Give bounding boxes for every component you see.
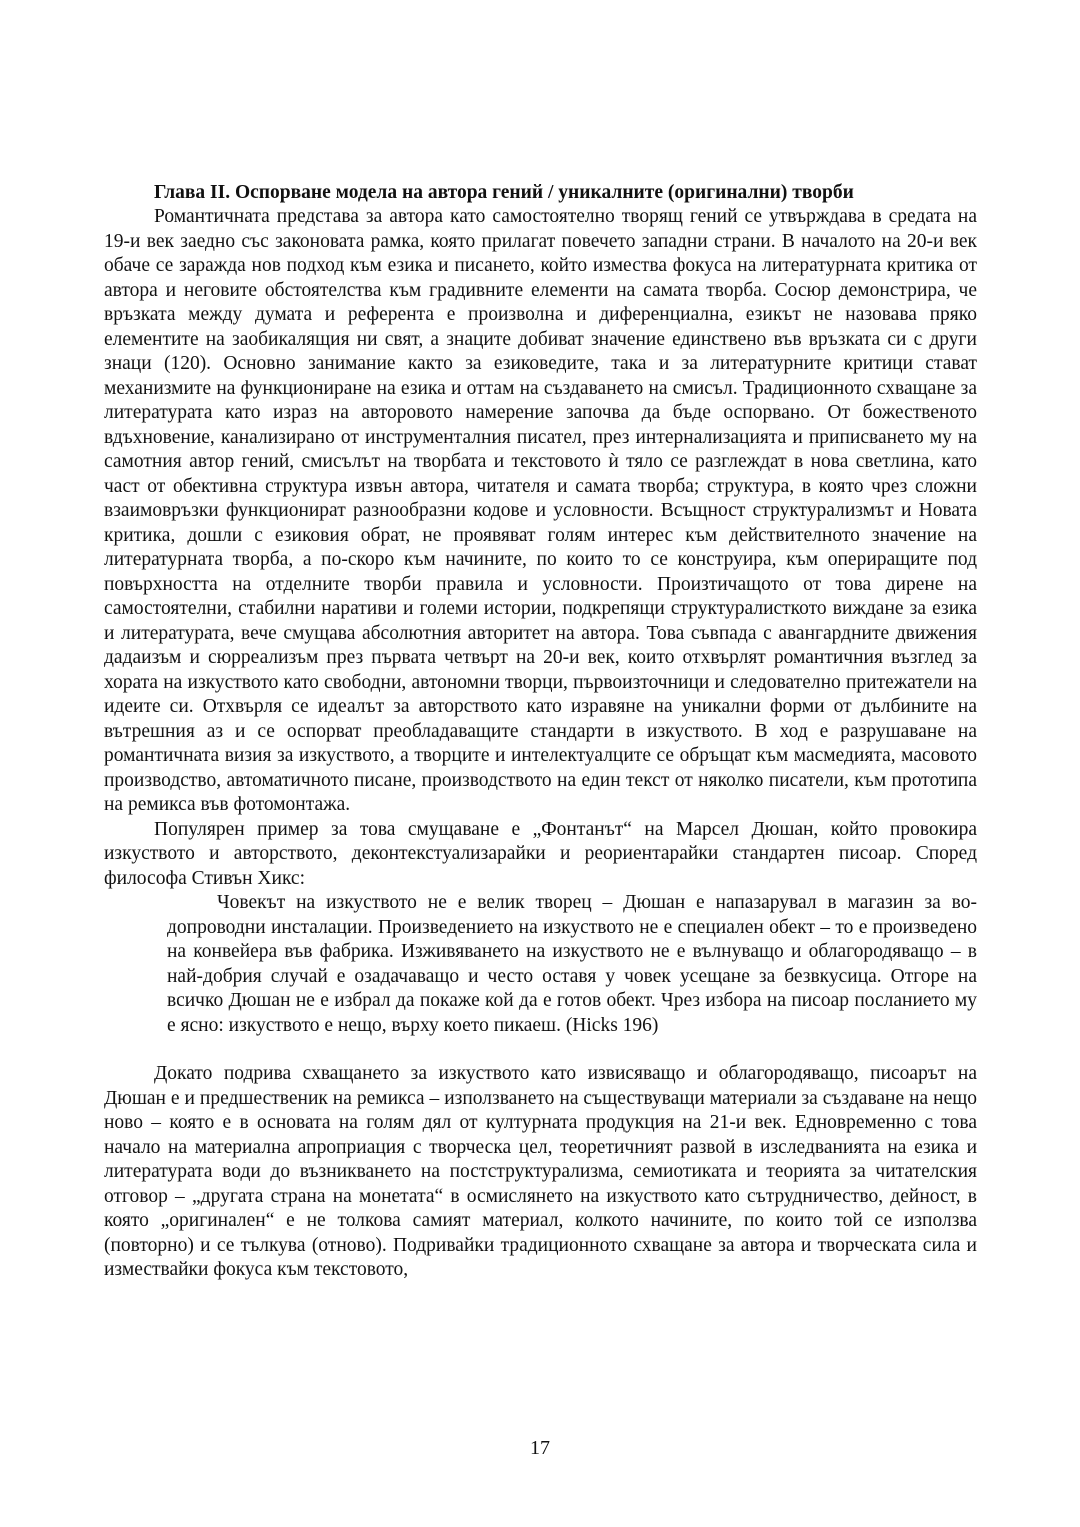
body-paragraph-2: Популярен пример за това смущаване е „Фонтанът“ на Марсел Дюшан, който провокира изкуството и авторството, деконтекстуализарайки и реориентарайки стандартен писоар. Според философа Стивън Хикс: (104, 818, 977, 889)
chapter-heading: Глава II. Оспорване модела на автора гений / уникалните (оригинални) творби (154, 182, 854, 203)
body-paragraph-3: Докато подрива схващането за изкуството като извисяващо и облагородяващо, писоарът на Дюшан е и предшественик на ремикса – използването на съществуващи материали за създаване на нещо ново – която е в основата на голям дял от културната продукция на 21-и век. Едновременно с това начало на материална апроприация с творческа цел, теоретичният развой в изследванията на езика и литературата води до възникването на постструктурализма, семиотиката и теорията за читателския отговор – „другата страна на монетата“ в осмислянето на изкуството като сътрудничество, дейност, в която „оригинален“ е не толкова самият материал, колкото начините, по които той се използва (повторно) и се тълкува (отново). Подривайки традиционното схващане за автора и творческата сила и измествайки фокуса към текстовото, (104, 1063, 977, 1280)
page-number: 17 (530, 1437, 550, 1459)
body-paragraph-1: Романтичната представа за автора като самостоятелно творящ гений се утвърждава в средата на 19-и век заедно със законовата рамка, която прилагат повечето западни страни. В началото на 20-и век обаче се заражда нов подход към езика и писането, който измества фокуса на литературната критика от автора и неговите обстоятелства към градивните елементи на самата творба. Сосюр демонстрира, че връзката между думата и референта е произволна и диференциална, езикът не назовава пряко елементите на заобикалящия ни свят, а знаците добиват значение единствено във връзката си с други знаци (120). Основно занимание както за езиковедите, така и за литературните критици стават механизмите на функциониране на езика и оттам на създаването на смисъл. Традиционното схващане за литературата като израз на авторовото намерение започва да бъде оспорвано. От божественото вдъхновение, канализирано от инструменталния писател, през интернализацията и приписването му на самотния автор гений, смисълът на творбата и текстовото ѝ тяло се разглеждат в нова светлина, като част от обективна структура извън автора, читателя и самата творба; структура, в която чрез сложни взаимовръзки функционират разнообразни кодове и условности. Всъщност структурализмът и Новата критика, дошли с езиковия обрат, не проявяват голям интерес към действителното значение на литературната творба, а по-скоро към начините, по които то се конструира, към опериращите под повърхността на отделните творби правила и условности. Произтичащото от това дирене на самостоятелни, стабилни наративи и големи истории, подкрепящи структуралисткото виждане за езика и литературата, вече смущава абсолютния авторитет на автора. Това съвпада с авангардните движения дадаизъм и сюрреализъм през първата четвърт на 20-и век, които отхвърлят романтичния възглед за хората на изкуството като свободни, автономни творци, първоизточници и следователно притежатели на идеите си. Отхвърля се идеалът за авторството като изравяне на уникални форми от дълбините на вътрешния аз и се оспорват преобладаващите стандарти в изкуството. В ход е разрушаване на романтичната визия за изкуството, а творците и интелектуалците се обръщат към масмедията, масовото производство, автоматичното писане, производството на един текст от няколко писатели, към прототипа на ремикса във фотомонтажа. (104, 206, 977, 815)
block-quote: Човекът на изкуството не е велик творец – Дюшан е напазарувал в магазин за водопроводни инсталации. Произведението на изкуството не е специален обект – то е произведено на конвейера във фабрика. Изживяването на изкуството не е вълнуващо и облагородяващо – в най-добрия случай е озадачаващо и често оставя у човек усещане за безвкусица. Отгоре на всичко Дюшан не е избрал да покаже кой да е готов обект. Чрез избора на писоар посланието му е ясно: изкуството е нещо, върху което пикаеш. (Hicks 196) (167, 892, 977, 1036)
page-body (104, 180, 977, 1283)
paragraph-spacer (104, 1038, 977, 1062)
